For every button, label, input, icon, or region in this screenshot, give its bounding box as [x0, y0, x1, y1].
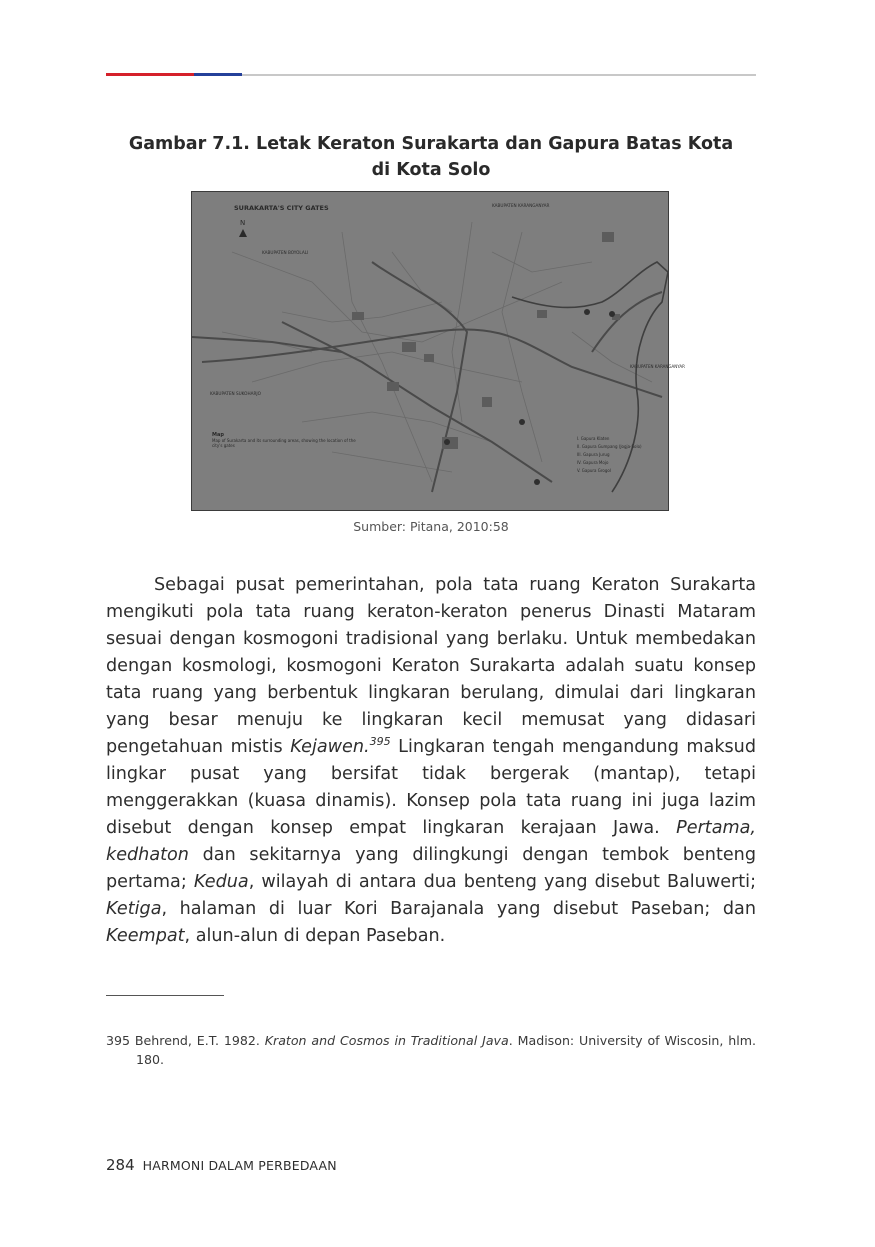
italic-term: Keempat: [106, 926, 185, 946]
map-label-sukoharjo: KABUPATEN SUKOHARJO: [210, 391, 261, 396]
city-gates-map: [191, 191, 685, 511]
text-run: dan sekitarnya yang dilingkungi dengan tembok benteng pertama;: [106, 845, 756, 892]
header-rule-grey: [242, 74, 756, 76]
map-label-boyolali: KABUPATEN BOYOLALI: [262, 250, 309, 255]
body-text: [106, 572, 756, 950]
legend-item: III. Gapura Jurug: [577, 452, 610, 457]
figure-title: [106, 131, 756, 183]
header-rule-blue: [194, 73, 242, 76]
footnote-ref[interactable]: 395: [369, 735, 391, 748]
legend-item: IV. Gapura Mojo: [577, 460, 609, 465]
legend-item: II. Gapura Gumpang (Jogja-Solo): [577, 444, 642, 449]
paragraph: [106, 572, 756, 950]
text-run: Lingkaran tengah mengandung maksud lingkar pusat yang bersifat tidak bergerak (mantap), tetapi menggerakkan (kuasa dinamis). Konsep pola tata ruang ini juga lazim disebut dengan konsep empat lingkaran kerajaan Jawa.: [106, 737, 756, 838]
map-heading: SURAKARTA'S CITY GATES: [234, 204, 329, 212]
map-label-karanganyar-east: KABUPATEN KARANGANYAR: [630, 364, 685, 369]
figure-title-line2: di Kota Solo: [371, 160, 491, 180]
italic-term: Kedua: [193, 872, 249, 892]
map-key-text: Map of Surakarta and its surrounding areas, showing the location of the city's gates: [212, 438, 356, 448]
text-run: Sebagai pusat pemerintahan, pola tata ruang Keraton Surakarta mengikuti pola tata ruang keraton-keraton penerus Dinasti Mataram sesuai dengan kosmogoni tradisional yang berlaku. Untuk membedakan dengan kosmologi, kosmogoni Keraton Surakarta adalah suatu konsep tata ruang yang berbentuk lingkaran berulang, dimulai dari lingkaran yang besar menuju ke lingkaran kecil memusat yang didasari pengetahuan mistis: [106, 575, 756, 757]
map-north-label: N: [240, 219, 246, 227]
text-run: , halaman di luar Kori Barajanala yang disebut Paseban; dan: [161, 899, 756, 919]
figure-source: Sumber: Pitana, 2010:58: [353, 519, 509, 534]
italic-term: Ketiga: [106, 899, 162, 919]
text-run: Behrend, E.T. 1982.: [130, 1033, 265, 1048]
running-title: HARMONI DALAM PERBEDAAN: [142, 1158, 337, 1173]
italic-term: Kejawen.: [290, 737, 370, 757]
text-run: . Madison: University of Wiscosin, hlm. 180.: [136, 1033, 757, 1067]
text-run: , alun-alun di depan Paseban.: [184, 926, 446, 946]
italic-term: Pertama, kedhaton: [106, 818, 756, 865]
figure-title-line1: Gambar 7.1. Letak Keraton Surakarta dan Gapura Batas Kota: [128, 134, 734, 154]
legend-item: I. Gapura Klaten: [577, 436, 610, 441]
page-footer: [106, 1156, 337, 1174]
footnote-divider: [106, 995, 224, 996]
footnote-number: 395: [106, 1033, 131, 1048]
text-run: , wilayah di antara dua benteng yang disebut Baluwerti;: [248, 872, 756, 892]
header-rule-red: [106, 73, 194, 76]
page-number: 284: [106, 1156, 135, 1174]
footnote: [106, 1031, 756, 1069]
footnote-book-title: Kraton and Cosmos in Traditional Java: [264, 1033, 509, 1048]
legend-item: V. Gapura Grogol: [577, 468, 611, 473]
map-key-title: Map: [212, 432, 224, 438]
map-label-karanganyar: KABUPATEN KARANGANYAR: [492, 203, 550, 208]
